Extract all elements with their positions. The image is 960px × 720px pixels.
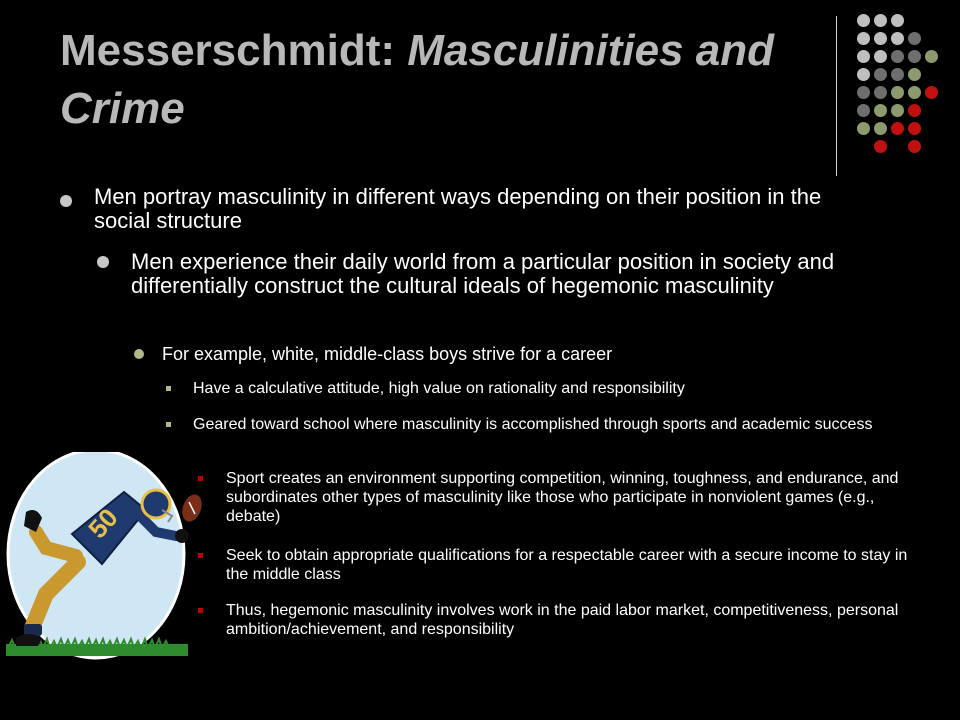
- dot: [891, 50, 904, 63]
- dot: [857, 50, 870, 63]
- jersey-number: 50: [82, 502, 124, 545]
- dot: [908, 104, 921, 117]
- dot: [908, 122, 921, 135]
- dot: [908, 50, 921, 63]
- dot: [874, 86, 887, 99]
- dot: [891, 32, 904, 45]
- decorative-dot-grid: [853, 14, 953, 154]
- bullet-marker: [166, 422, 171, 427]
- bullet-marker: [60, 195, 72, 207]
- dot: [874, 140, 887, 153]
- bullet-level-1: Men portray masculinity in different ways depending on their position in the social structure: [94, 184, 822, 233]
- dot: [925, 86, 938, 99]
- bullet-marker: [134, 349, 144, 359]
- bullet-level-4: Have a calculative attitude, high value on rationality and responsibility: [193, 380, 685, 397]
- bullet-level-2: Men experience their daily world from a particular position in society and differentially construct the cultural ideals of hegemonic masculinity: [131, 249, 835, 298]
- bullet-marker: [166, 386, 171, 391]
- dot: [874, 122, 887, 135]
- dot: [908, 86, 921, 99]
- dot: [857, 104, 870, 117]
- dot: [908, 140, 921, 153]
- bullet-level-4: Geared toward school where masculinity is accomplished through sports and academic success: [193, 416, 873, 433]
- dot: [891, 86, 904, 99]
- dot: [925, 50, 938, 63]
- dot: [857, 122, 870, 135]
- dot: [874, 104, 887, 117]
- title-part-1: Messerschmidt:: [60, 26, 408, 75]
- glove: [175, 529, 189, 543]
- dot: [891, 104, 904, 117]
- football-player-illustration: [6, 452, 216, 664]
- dot: [891, 14, 904, 27]
- dot: [874, 68, 887, 81]
- dot: [857, 32, 870, 45]
- helmet: [142, 490, 170, 518]
- dot: [874, 32, 887, 45]
- dot: [857, 14, 870, 27]
- slide-title: [60, 22, 820, 138]
- dot: [874, 14, 887, 27]
- dot: [857, 68, 870, 81]
- bullet-marker: [97, 256, 109, 268]
- dot: [908, 68, 921, 81]
- dot: [857, 86, 870, 99]
- title-part-2: Masculinities and Crime: [60, 26, 774, 133]
- bullet-level-5: Sport creates an environment supporting competition, winning, toughness, and endurance, and subordinates other types of masculinity like those who participate in nonviolent games (e.g., debate): [226, 470, 899, 525]
- divider-line: [836, 16, 837, 176]
- bullet-level-5: Seek to obtain appropriate qualifications for a respectable career with a secure income to stay in the middle class: [226, 547, 908, 583]
- dot: [874, 50, 887, 63]
- bullet-level-5: Thus, hegemonic masculinity involves work in the paid labor market, competitiveness, personal ambition/achievement, and responsibility: [226, 602, 899, 638]
- dot: [891, 68, 904, 81]
- dot: [891, 122, 904, 135]
- dot: [908, 32, 921, 45]
- bullet-level-3: For example, white, middle-class boys strive for a career: [162, 344, 613, 364]
